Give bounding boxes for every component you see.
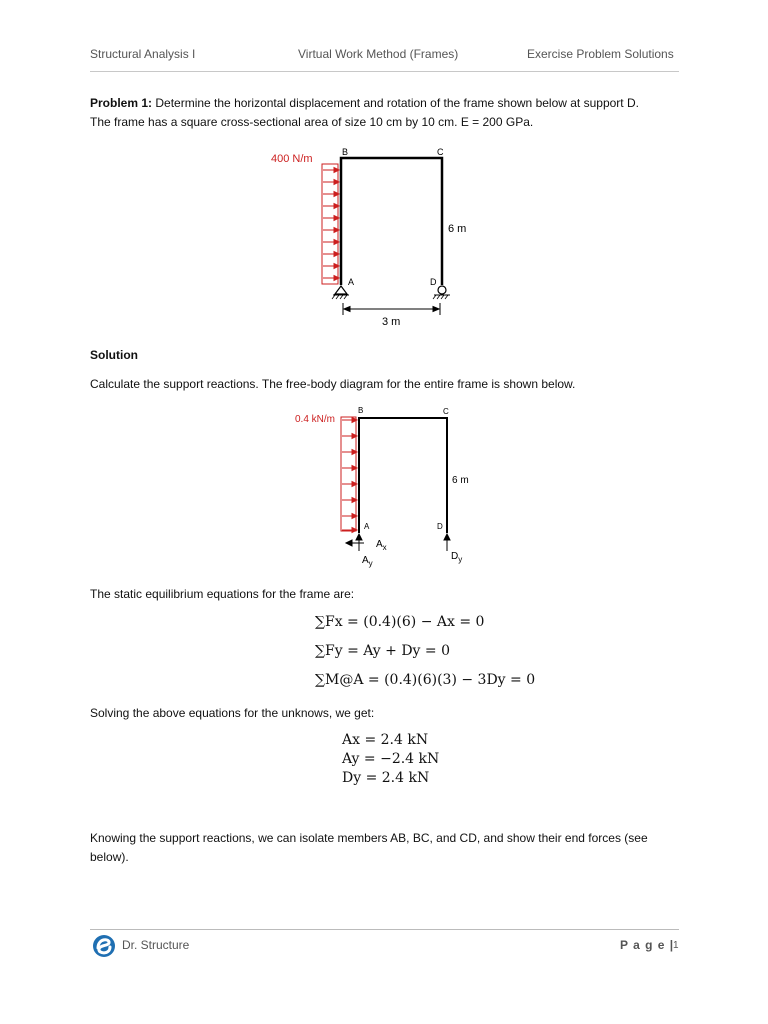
header-left: Structural Analysis I xyxy=(90,47,196,61)
problem-line-1 xyxy=(90,94,639,113)
result-dy: Dy = 2.4 kN xyxy=(342,770,430,786)
reaction-ax-arrow xyxy=(346,540,364,546)
reaction-ay-label: $A_y$ xyxy=(362,555,373,568)
equation-sum-fy: ∑Fy = Ay + Dy = 0 xyxy=(315,643,451,659)
height-label-fbd: 6 m xyxy=(452,475,469,486)
node-d-label: D xyxy=(430,277,437,287)
node-a-label-fbd: A xyxy=(364,522,370,531)
footer-page-number: 1 xyxy=(673,940,679,951)
span-label: 3 m xyxy=(382,316,401,328)
node-b-label-fbd: B xyxy=(358,406,364,415)
solving-text: Solving the above equations for the unknows, we get: xyxy=(90,706,375,720)
node-b-label: B xyxy=(342,147,349,157)
equation-sum-fx: ∑Fx = (0.4)(6) − Ax = 0 xyxy=(315,614,485,630)
header-center: Virtual Work Method (Frames) xyxy=(298,47,459,61)
frame-members xyxy=(341,158,442,285)
reaction-dy-arrow xyxy=(444,534,450,551)
node-a-label: A xyxy=(348,277,355,287)
header-rule xyxy=(90,71,679,72)
reaction-ax-label: $A_x$ xyxy=(376,539,387,552)
equation-sum-ma: ∑M@A = (0.4)(6)(3) − 3Dy = 0 xyxy=(315,672,536,688)
pin-support-a xyxy=(332,286,349,299)
closing-text-line-2: below). xyxy=(90,850,129,864)
roller-support-d xyxy=(433,286,450,299)
problem-label: Problem 1: xyxy=(90,96,153,110)
footer-page-label: P a g e | xyxy=(620,938,675,952)
result-ay: Ay = −2.4 kN xyxy=(342,751,440,767)
equilibrium-text: The static equilibrium equations for the frame are: xyxy=(90,587,355,601)
dr-structure-logo-icon xyxy=(92,933,116,959)
problem-line-2: The frame has a square cross-sectional area of size 10 cm by 10 cm. E = 200 GPa. xyxy=(90,115,534,129)
node-d-label-fbd: D xyxy=(437,522,443,531)
height-label: 6 m xyxy=(448,223,467,235)
load-label: 400 N/m xyxy=(271,153,313,165)
frame-members-fbd xyxy=(359,418,447,533)
distributed-load-fbd xyxy=(341,417,357,533)
solution-heading: Solution xyxy=(90,348,138,362)
node-c-label: C xyxy=(437,147,444,157)
footer-brand: Dr. Structure xyxy=(122,938,190,952)
distributed-load xyxy=(322,164,339,284)
intro-text: Calculate the support reactions. The free-body diagram for the entire frame is shown below. xyxy=(90,377,576,391)
free-body-diagram xyxy=(290,400,480,575)
closing-text-line-1: Knowing the support reactions, we can isolate members AB, BC, and CD, and show their end forces (see xyxy=(90,831,648,845)
footer-rule xyxy=(90,929,679,930)
load-label-fbd: 0.4 kN/m xyxy=(295,414,336,425)
header-right: Exercise Problem Solutions xyxy=(527,47,674,61)
reaction-dy-label: $D_y$ xyxy=(451,551,463,564)
result-ax: Ax = 2.4 kN xyxy=(342,732,429,748)
node-c-label-fbd: C xyxy=(443,407,449,416)
span-dimension xyxy=(343,303,440,315)
frame-figure xyxy=(260,140,490,330)
problem-text-1: Determine the horizontal displacement and rotation of the frame shown below at support D. xyxy=(155,96,639,110)
